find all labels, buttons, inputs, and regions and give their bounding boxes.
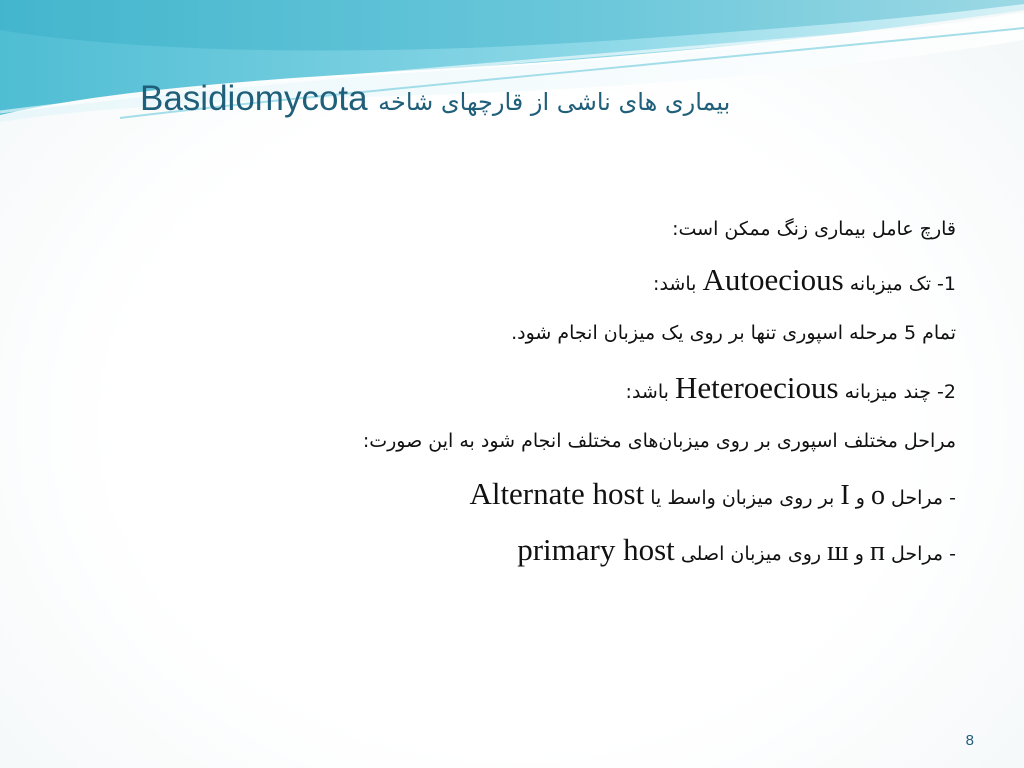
line-2-prefix: 1- تک میزبانه: [849, 273, 956, 295]
line-5-text: مراحل مختلف اسپوری بر روی میزبان‌های مختلف انجام شود به این صورت:: [362, 430, 956, 452]
line-6-prefix: - مراحل: [891, 487, 956, 509]
line-6-stage-a: o: [870, 480, 885, 511]
line-7-term: primary host: [517, 532, 675, 567]
line-7-prefix: - مراحل: [891, 543, 956, 565]
line-7-stage-a: п: [869, 536, 885, 567]
line-6-middle: بر روی میزبان واسط یا: [650, 487, 835, 509]
line-2-term: Autoecious: [702, 262, 844, 297]
body-line-3: [511, 322, 956, 344]
body-line-1: [672, 218, 956, 240]
body-line-4: [626, 370, 956, 406]
body-line-5: [363, 430, 956, 452]
line-1-text: قارچ عامل بیماری زنگ ممکن است:: [672, 218, 956, 240]
page-number: 8: [965, 732, 974, 749]
line-7-stage-b: ш: [827, 536, 849, 567]
line-7-and: و: [854, 543, 864, 565]
line-6-and: و: [855, 487, 865, 509]
line-4-suffix: باشد:: [625, 381, 669, 403]
line-4-term: Heteroecious: [674, 370, 839, 405]
line-6-term: Alternate host: [469, 476, 645, 511]
line-6-stage-b: I: [840, 480, 850, 511]
body-line-7: [517, 532, 956, 568]
title-persian: بیماری های ناشی از قارچهای شاخه: [378, 88, 731, 116]
title-latin: Basidiomycota: [140, 79, 368, 118]
line-2-suffix: باشد:: [653, 273, 697, 295]
line-3-text: تمام 5 مرحله اسپوری تنها بر روی یک میزبان انجام شود.: [511, 322, 956, 344]
line-4-prefix: 2- چند میزبانه: [844, 381, 956, 403]
body-line-6: [469, 476, 956, 512]
slide-title: [140, 74, 880, 124]
line-7-middle: روی میزبان اصلی: [680, 543, 822, 565]
body-line-2: [653, 262, 956, 298]
